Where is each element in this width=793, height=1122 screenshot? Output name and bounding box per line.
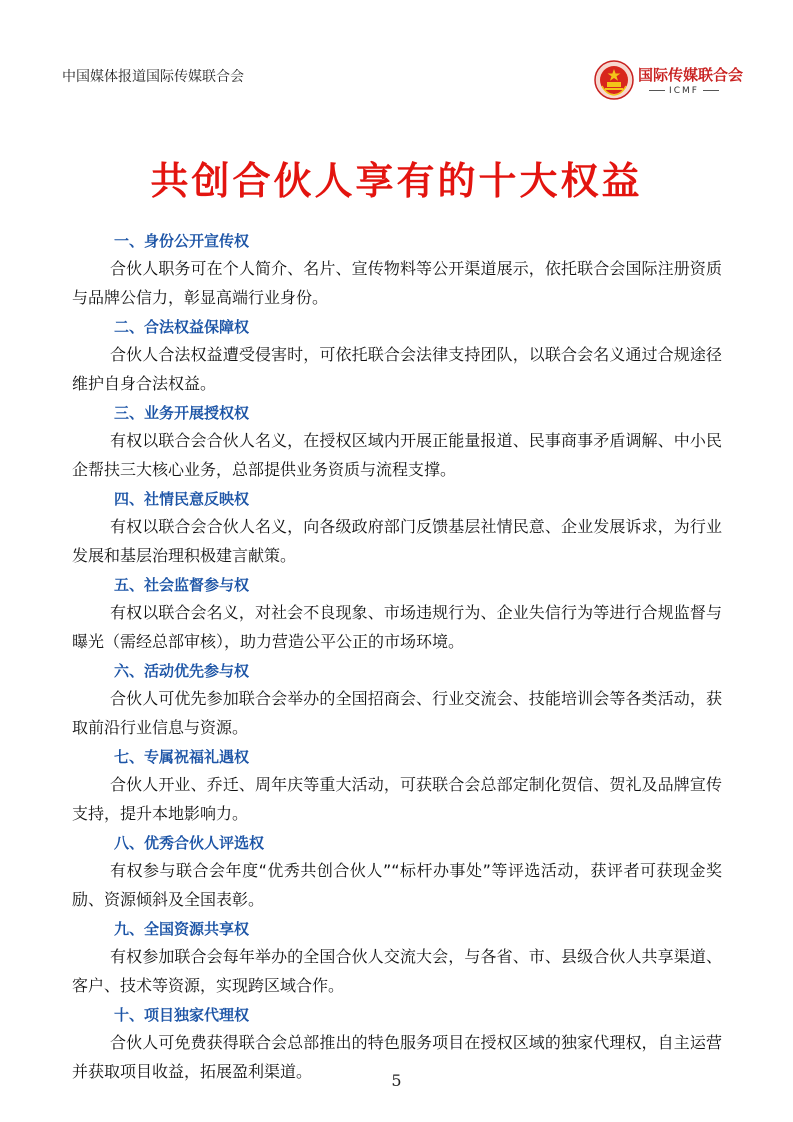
logo-name: 国际传媒联合会 <box>638 66 744 84</box>
right-body: 有权以联合会名义，对社会不良现象、市场违规行为、企业失信行为等进行合规监督与曝光（需经总部审核），助力营造公平公正的市场环境。 <box>72 603 722 651</box>
right-item-5 <box>72 572 722 658</box>
right-body: 合伙人可优先参加联合会举办的全国招商会、行业交流会、技能培训会等各类活动，获取前沿行业信息与资源。 <box>72 689 722 737</box>
logo-abbr <box>638 86 730 96</box>
right-body: 合伙人合法权益遭受侵害时，可依托联合会法律支持团队，以联合会名义通过合规途径维护自身合法权益。 <box>72 345 722 393</box>
right-heading: 四、社情民意反映权 <box>114 490 250 508</box>
right-body: 有权参加联合会每年举办的全国合伙人交流大会，与各省、市、县级合伙人共享渠道、客户、技术等资源，实现跨区域合作。 <box>72 947 722 995</box>
right-body: 有权参与联合会年度“优秀共创合伙人”“标杆办事处”等评选活动，获评者可获现金奖励、资源倾斜及全国表彰。 <box>72 861 722 909</box>
right-heading: 七、专属祝福礼遇权 <box>114 748 250 766</box>
right-body: 有权以联合会合伙人名义，向各级政府部门反馈基层社情民意、企业发展诉求，为行业发展和基层治理积极建言献策。 <box>72 517 722 565</box>
right-heading: 九、全国资源共享权 <box>114 920 250 938</box>
right-item-4 <box>72 486 722 572</box>
right-item-2 <box>72 314 722 400</box>
header-org-text: 中国媒体报道国际传媒联合会 <box>62 69 244 85</box>
right-item-1 <box>72 228 722 314</box>
right-heading: 八、优秀合伙人评选权 <box>114 834 265 852</box>
right-item-7 <box>72 744 722 830</box>
right-item-9 <box>72 916 722 1002</box>
right-body: 合伙人职务可在个人简介、名片、宣传物料等公开渠道展示，依托联合会国际注册资质与品牌公信力，彰显高端行业身份。 <box>72 259 722 307</box>
right-heading: 六、活动优先参与权 <box>114 662 250 680</box>
right-body: 有权以联合会合伙人名义，在授权区域内开展正能量报道、民事商事矛盾调解、中小民企帮扶三大核心业务，总部提供业务资质与流程支撑。 <box>72 431 722 479</box>
rights-list <box>72 228 722 1088</box>
right-heading: 一、身份公开宣传权 <box>114 232 250 250</box>
right-heading: 二、合法权益保障权 <box>114 318 250 336</box>
right-item-6 <box>72 658 722 744</box>
icmf-logo <box>594 60 744 104</box>
right-heading: 十、项目独家代理权 <box>114 1006 250 1024</box>
right-item-8 <box>72 830 722 916</box>
right-item-3 <box>72 400 722 486</box>
right-heading: 五、社会监督参与权 <box>114 576 250 594</box>
right-body: 合伙人开业、乔迁、周年庆等重大活动，可获联合会总部定制化贺信、贺礼及品牌宣传支持，提升本地影响力。 <box>72 775 722 823</box>
right-body: 合伙人可免费获得联合会总部推出的特色服务项目在授权区域的独家代理权，自主运营并获取项目收益，拓展盈利渠道。 <box>72 1033 722 1081</box>
logo-abbr-text: ICMF <box>669 86 699 96</box>
national-emblem-seal-icon <box>594 60 634 100</box>
page-title: 共创合伙人享有的十大权益 <box>150 159 643 203</box>
right-heading: 三、业务开展授权权 <box>114 404 250 422</box>
page-number: 5 <box>391 1071 402 1090</box>
